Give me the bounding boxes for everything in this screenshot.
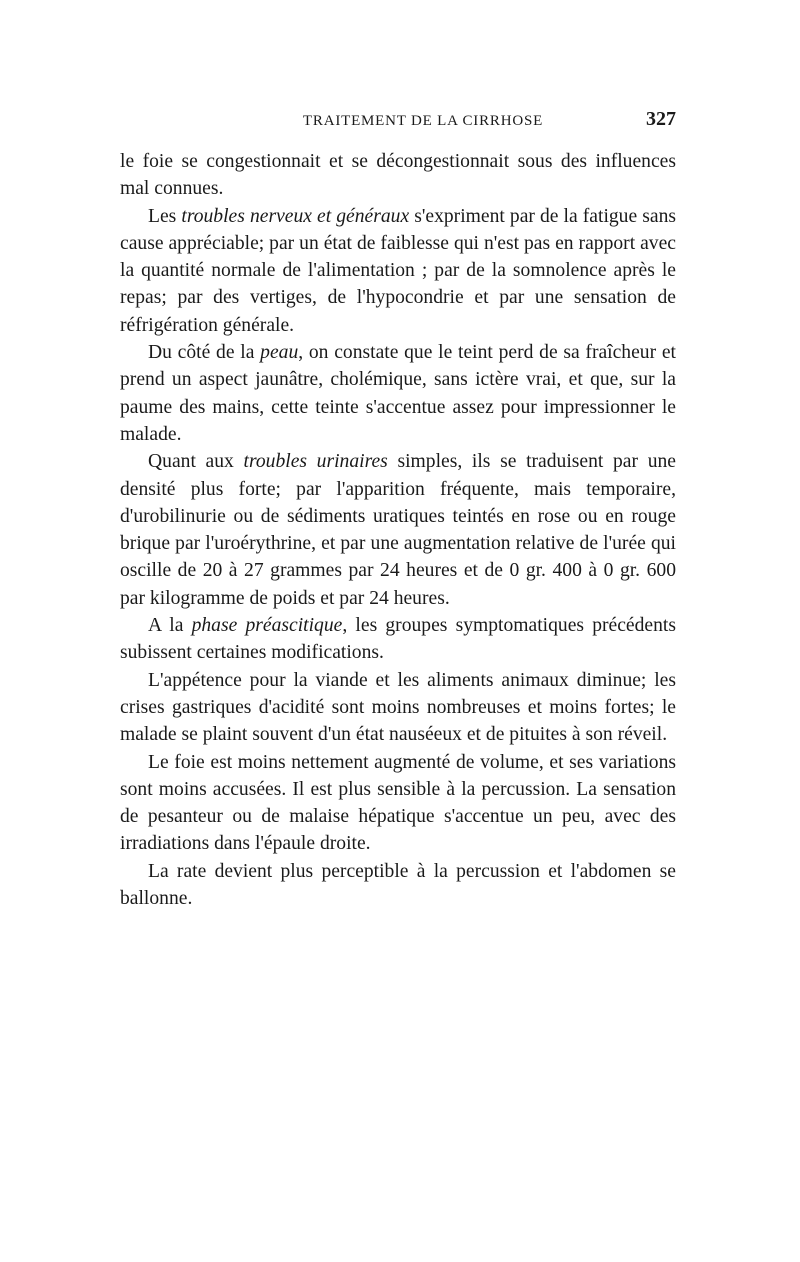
paragraph: [120, 339, 676, 448]
text-run: A la: [148, 615, 192, 637]
page-number: 327: [646, 108, 676, 130]
text-run: s'expriment par de la fatigue sans cause appréciable; par un état de faiblesse qui n'est pas en rapport avec la quantité normale de l'alimentation ; par de la somnolence après le repas; par des vertiges, de l'hypocondrie et par une sensation de réfrigération générale.: [120, 205, 676, 336]
italic-phrase: troubles nerveux et généraux: [181, 205, 410, 227]
text-run: , les groupes symptomatiques précédents subissent certaines modifications.: [120, 615, 676, 664]
text-run: L'appétence pour la viande et les aliments animaux diminue; les crises gastriques d'acidité sont moins nombreuses et moins fortes; le malade se plaint souvent d'un état nauséeux et de pituites à son réveil.: [120, 669, 676, 746]
page-header: [120, 108, 676, 144]
paragraph: [120, 858, 676, 913]
book-page: [120, 108, 676, 912]
text-run: Le foie est moins nettement augmenté de volume, et ses variations sont moins accusées. Il est plus sensible à la percussion. La sensation de pesanteur ou de malaise hépatique s'accentue un peu, avec des irradiations dans l'épaule droite.: [120, 751, 676, 855]
paragraph: [120, 667, 676, 749]
text-run: La rate devient plus perceptible à la percussion et l'abdomen se ballonne.: [120, 860, 676, 910]
paragraph: [120, 612, 676, 667]
paragraph: [120, 203, 676, 339]
paragraph: [120, 749, 676, 858]
text-run: simples, ils se traduisent par une densité plus forte; par l'apparition fréquente, mais temporaire, d'urobilinurie ou de sédiments uratiques teintés en rose ou en rouge brique par l'uroérythrine, et par une augmentation relative de l'urée qui oscille de 20 à 27 grammes par 24 heures et de 0 gr. 400 à 0 gr. 600 par kilogramme de poids et par 24 heures.: [120, 451, 676, 609]
text-run: le foie se congestionnait et se décongestionnait sous des influences mal connues.: [120, 151, 676, 200]
body-text: [120, 148, 676, 912]
text-run: Quant aux: [148, 451, 244, 473]
italic-phrase: peau: [260, 342, 299, 364]
running-head: TRAITEMENT DE LA CIRRHOSE: [302, 113, 544, 129]
text-run: , on constate que le teint perd de sa fraîcheur et prend un aspect jaunâtre, cholémique, sans ictère vrai, et que, sur la paume des mains, cette teinte s'accentue assez pour impressionner le malade.: [120, 342, 676, 445]
paragraph: [120, 148, 676, 203]
paragraph: [120, 448, 676, 612]
text-run: Les: [148, 205, 182, 227]
italic-phrase: troubles urinaires: [243, 451, 388, 473]
text-run: Du côté de la: [148, 342, 261, 364]
italic-phrase: phase préascitique: [191, 615, 343, 637]
